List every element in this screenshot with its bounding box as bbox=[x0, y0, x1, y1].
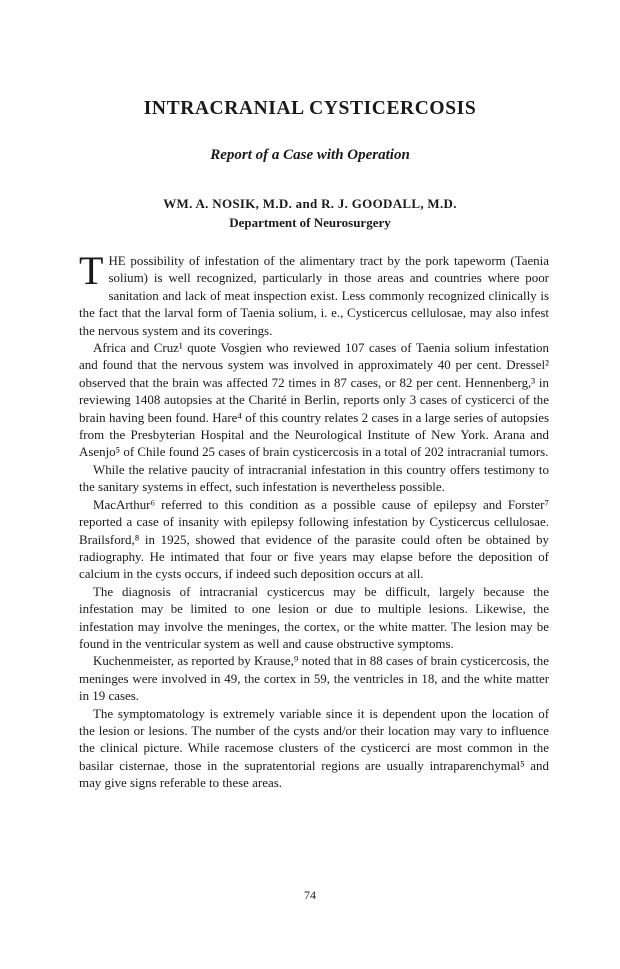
author-department: Department of Neurosurgery bbox=[229, 215, 391, 230]
body-paragraph-1 bbox=[79, 248, 549, 339]
body-paragraph-3: While the relative paucity of intracranial infestation in this country offers testimony to the sanitary systems in effect, such infestation is nevertheless possible. bbox=[79, 461, 549, 495]
page-number: 74 bbox=[304, 888, 316, 902]
body-paragraph-1-text: HE possibility of infestation of the alimentary tract by the pork tapeworm (Taenia solium) is well recognized, particularly in those areas and countries where poor sanitation and lack of meat inspection exist. Less commonly recognized clinically is the fact that the larval form of Taenia solium, i. e., Cysticercus cellulosae, may also infest the nervous system and its coverings. bbox=[79, 253, 549, 338]
article-body bbox=[79, 248, 549, 792]
article-title: INTRACRANIAL CYSTICERCOSIS bbox=[143, 98, 477, 119]
body-paragraph-7: The symptomatology is extremely variable since it is dependent upon the location of the lesion or lesions. The number of the cysts and/or their location may vary to influence the clinical picture. While racemose clusters of the cysticerci are most common in the basilar cisternae, those in the supratentorial regions are usually intraparenchymal⁵ and may give signs referable to these areas. bbox=[79, 705, 549, 791]
body-paragraph-4: MacArthur⁶ referred to this condition as a possible cause of epilepsy and Forster⁷ reported a case of insanity with epilepsy following infestation by Cysticercus cellulosae. Brailsford,⁸ in 1925, showed that evidence of the parasite could often be obtained by radiography. He intimated that four or five years may elapse before the deposition of calcium in the cysts occurs, if indeed such deposition occurs at all. bbox=[79, 496, 549, 582]
article-subtitle: Report of a Case with Operation bbox=[210, 147, 410, 163]
article-authors: WM. A. NOSIK, M.D. and R. J. GOODALL, M.D. bbox=[163, 196, 457, 211]
body-paragraph-5: The diagnosis of intracranial cysticercus may be difficult, largely because the infestation may be limited to one lesion or due to multiple lesions. Likewise, the infestation may involve the meninges, the cortex, or the white matter. The lesion may be found in the ventricular system as well and cause obstructive symptoms. bbox=[79, 583, 549, 651]
drop-cap: T bbox=[79, 248, 104, 293]
body-paragraph-6: Kuchenmeister, as reported by Krause,⁹ noted that in 88 cases of brain cysticercosis, the meninges were involved in 49, the cortex in 59, the ventricles in 18, and the white matter in 19 cases. bbox=[79, 653, 549, 704]
body-paragraph-2: Africa and Cruz¹ quote Vosgien who reviewed 107 cases of Taenia solium infestation and found that the nervous system was involved in approximately 40 per cent. Dressel² observed that the brain was affected 72 times in 87 cases, or 82 per cent. Hennenberg,³ in reviewing 1408 autopsies at the Charité in Berlin, reports only 3 cases of cysticerci of the brain having been found. Hare⁴ of this country relates 2 cases in a large series of autopsies from the Presbyterian Hospital and the Neurological Institute of New York. Arana and Asenjo⁵ of Chile found 25 cases of brain cysticercosis in a total of 202 intracranial tumors. bbox=[79, 340, 549, 460]
